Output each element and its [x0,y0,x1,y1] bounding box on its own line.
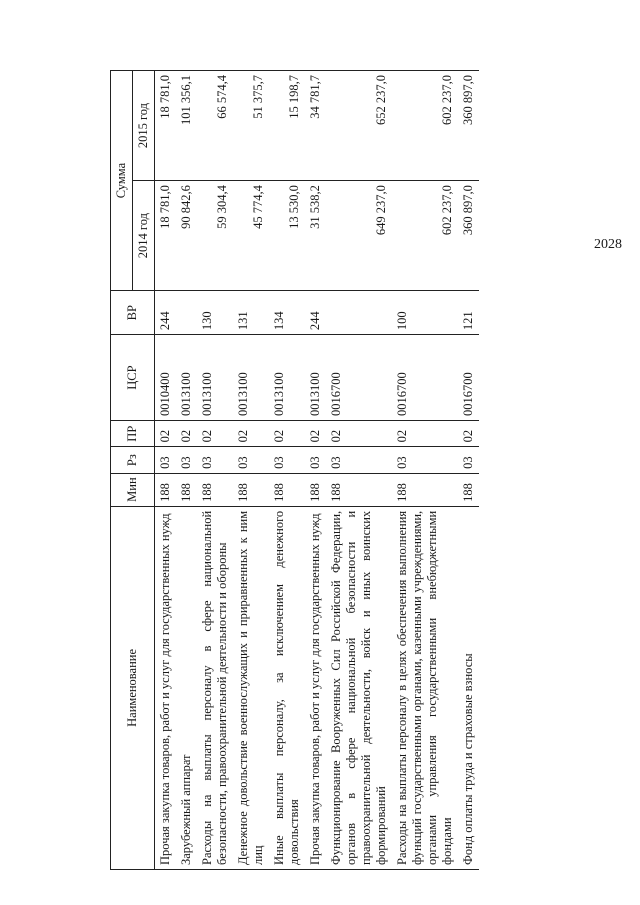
cell-min: 188 [458,473,479,506]
cell-sum-2014: 602 237,0 [392,181,458,291]
cell-sum-2014: 90 842,6 [176,181,197,291]
cell-csr: 0016700 [392,335,458,421]
cell-vr: 130 [197,291,233,335]
header-sum: Сумма [111,71,133,291]
cell-min: 188 [233,473,269,506]
cell-vr: 131 [233,291,269,335]
cell-rz: 03 [392,447,458,473]
header-min: Мин [111,473,155,506]
cell-csr: 0016700 [458,335,479,421]
cell-csr: 0013100 [197,335,233,421]
cell-min: 188 [392,473,458,506]
budget-table [110,70,479,870]
cell-sum-2015: 66 574,4 [197,71,233,181]
cell-rz: 03 [305,447,326,473]
cell-name: Функционирование Вооруженных Сил Российской Федерации, органов в сфере национальной безопасности и правоохранительной деятельности, войск и иных воинских формирований [326,506,392,869]
cell-name: Расходы на выплаты персоналу в сфере национальной безопасности, правоохранительной деятельности и обороны [197,506,233,869]
table-row [305,71,326,870]
cell-sum-2014: 31 538,2 [305,181,326,291]
table-row [458,71,479,870]
cell-sum-2014: 59 304,4 [197,181,233,291]
cell-vr: 134 [269,291,305,335]
cell-pr: 02 [176,421,197,447]
page-number: 2028 [594,237,622,252]
cell-sum-2015: 101 356,1 [176,71,197,181]
header-vr: ВР [111,291,155,335]
cell-sum-2015: 34 781,7 [305,71,326,181]
cell-csr: 0013100 [176,335,197,421]
cell-sum-2015: 15 198,7 [269,71,305,181]
cell-csr: 0016700 [326,335,392,421]
table-body [155,71,480,870]
header-2014: 2014 год [133,181,155,291]
cell-sum-2014: 360 897,0 [458,181,479,291]
cell-rz: 03 [197,447,233,473]
cell-sum-2014: 45 774,4 [233,181,269,291]
cell-min: 188 [155,473,177,506]
cell-min: 188 [305,473,326,506]
cell-vr: 244 [155,291,177,335]
cell-pr: 02 [269,421,305,447]
cell-name: Расходы на выплаты персоналу в целях обеспечения выполнения функций государственными органами, казенными учреждениями, органами управления государственными внебюджетными фондами [392,506,458,869]
cell-csr: 0013100 [269,335,305,421]
cell-rz: 03 [233,447,269,473]
header-2015: 2015 год [133,71,155,181]
table-row [269,71,305,870]
table-row [233,71,269,870]
cell-min: 188 [197,473,233,506]
cell-name: Денежное довольствие военнослужащих и приравненных к ним лиц [233,506,269,869]
cell-rz: 03 [176,447,197,473]
cell-sum-2015: 652 237,0 [326,71,392,181]
cell-rz: 03 [155,447,177,473]
cell-sum-2014: 18 781,0 [155,181,177,291]
cell-name: Фонд оплаты труда и страховые взносы [458,506,479,869]
cell-csr: 0013100 [233,335,269,421]
cell-name: Иные выплаты персоналу, за исключением денежного довольствия [269,506,305,869]
cell-name: Прочая закупка товаров, работ и услуг для государственных нужд [305,506,326,869]
cell-rz: 03 [458,447,479,473]
cell-sum-2015: 602 237,0 [392,71,458,181]
cell-csr: 0010400 [155,335,177,421]
header-name: Наименование [111,506,155,869]
cell-vr [176,291,197,335]
cell-name: Прочая закупка товаров, работ и услуг для государственных нужд [155,506,177,869]
cell-pr: 02 [305,421,326,447]
cell-pr: 02 [326,421,392,447]
cell-pr: 02 [392,421,458,447]
cell-vr: 244 [305,291,326,335]
cell-sum-2015: 360 897,0 [458,71,479,181]
header-pr: ПР [111,421,155,447]
table-row [176,71,197,870]
cell-min: 188 [326,473,392,506]
table-row [326,71,392,870]
cell-pr: 02 [155,421,177,447]
table-row [155,71,177,870]
cell-csr: 0013100 [305,335,326,421]
cell-sum-2014: 13 530,0 [269,181,305,291]
cell-rz: 03 [269,447,305,473]
cell-min: 188 [176,473,197,506]
table-row [392,71,458,870]
cell-pr: 02 [458,421,479,447]
header-rz: Рз [111,447,155,473]
cell-sum-2014: 649 237,0 [326,181,392,291]
cell-vr [326,291,392,335]
cell-rz: 03 [326,447,392,473]
cell-name: Зарубежный аппарат [176,506,197,869]
header-csr: ЦСР [111,335,155,421]
cell-sum-2015: 51 375,7 [233,71,269,181]
table-header [111,71,155,870]
cell-pr: 02 [197,421,233,447]
cell-pr: 02 [233,421,269,447]
cell-vr: 100 [392,291,458,335]
cell-sum-2015: 18 781,0 [155,71,177,181]
table-row [197,71,233,870]
cell-vr: 121 [458,291,479,335]
cell-min: 188 [269,473,305,506]
